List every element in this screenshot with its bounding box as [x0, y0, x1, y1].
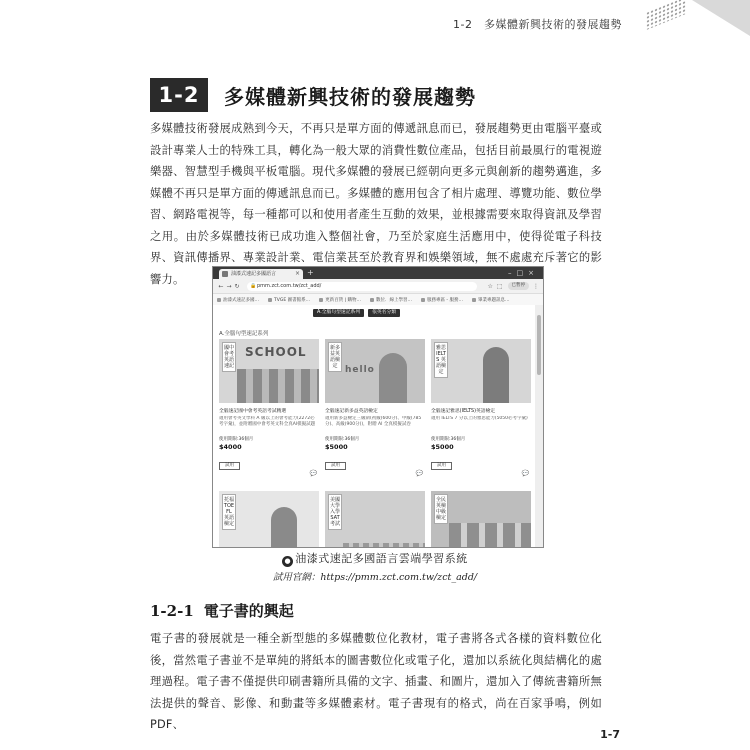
trial-url-line: 試用官網：https://pmm.zct.com.tw/zct_add/ [272, 572, 478, 583]
chat-icon[interactable]: 💬 [309, 470, 317, 477]
banner-text: hello [345, 365, 375, 375]
web-page-content [213, 305, 535, 547]
vertical-label: 雅思 IELTS 英語檢定 [434, 342, 448, 378]
page-corner-tab [692, 0, 750, 36]
series-filter-dropdown[interactable]: A.全腦句型速記系列 [313, 309, 364, 317]
headset-person-illustration [379, 353, 407, 403]
bookmark-item[interactable]: TVGE 圖書館系… [268, 297, 310, 303]
new-tab-icon[interactable]: + [307, 268, 314, 277]
product-image [325, 491, 425, 548]
product-description: 適用新多益檢定三級制(初級(600分)、中級(785分)、高級(900分))，附贈 AI 全真模擬試卷 [325, 416, 422, 427]
scrollbar-thumb[interactable] [537, 315, 541, 375]
product-description: 適用 IELTS 7 分以上的雅思能力(5050必考字彙) [431, 416, 528, 421]
extensions-icon[interactable]: ⬚ [496, 282, 503, 290]
product-card[interactable] [431, 491, 531, 548]
favicon-icon [222, 271, 228, 277]
vertical-label: 全民英檢中級檢定 [434, 494, 448, 524]
ebook-paragraph: 電子書的發展就是一種全新型態的多媒體數位化教材，電子書將各式各樣的資料數位化後，當然電子書並不是單純的將紙本的圖書數位化或電子化，還加以系統化與結構化的處理過程。電子書不僅提供印刷書籍所具備的文字、插畫、和圖片，還加入了傳統書籍所無法提供的聲音、影像、和動畫等多媒體素材。電子書現有的格式，尚在百家爭鳴，例如 PDF、 [150, 632, 602, 731]
product-card[interactable] [219, 339, 319, 479]
menu-dots-icon[interactable]: ⋮ [533, 282, 539, 290]
lock-icon: 🔒 [250, 282, 257, 289]
window-controls[interactable]: –□× [508, 269, 539, 277]
product-image [325, 339, 425, 403]
try-button[interactable]: 試用 [325, 462, 346, 470]
product-card[interactable] [431, 339, 531, 479]
product-price: $4000 [219, 443, 242, 451]
product-description: 適用會考英文學科 A 級以上的會考能力(2272必考字彙)，並附贈國中會考英文科全真AI模擬試題 [219, 416, 316, 427]
section-heading [150, 78, 476, 112]
bookmark-item[interactable]: 油漆式速記多國… [217, 297, 259, 303]
url-text: pmm.zct.com.tw/zct_add/ [257, 282, 322, 289]
filter-bar [313, 309, 404, 317]
bookmark-item[interactable]: 服務專區 - 服務… [421, 297, 463, 303]
browser-tab-bar [213, 267, 543, 279]
section-number-badge: 1-2 [150, 78, 208, 112]
chat-icon[interactable]: 💬 [415, 470, 423, 477]
browser-screenshot-figure [212, 266, 544, 548]
usage-term: 使用期限:36個月 [431, 437, 466, 442]
vertical-label: 托福 TOEFL 英語檢定 [222, 494, 236, 530]
campus-illustration [343, 543, 425, 548]
product-image [431, 339, 531, 403]
product-name[interactable]: 全腦速記國中會考英語考試精選 [219, 409, 287, 414]
bookmark-item[interactable]: 數位．線上學習… [370, 297, 412, 303]
browser-tab[interactable] [219, 269, 303, 279]
toolbar-right [483, 282, 539, 290]
page-number: 1-7 [600, 728, 620, 741]
section-title: 多媒體新興技術的發展趨勢 [224, 84, 476, 109]
product-image [431, 491, 531, 548]
try-button[interactable]: 試用 [431, 462, 452, 470]
bookmark-item[interactable]: 更新百貨 | 購物… [319, 297, 361, 303]
intro-paragraph: 多媒體技術發展成熟到今天，不再只是單方面的傳遞訊息而已，發展趨勢更由電腦平臺或設計專業人士的特殊工具，轉化為一般大眾的消費性數位產品，包括目前最風行的電視遊樂器、智慧型手機與平板電腦。現代多媒體的發展已經朝向更多元與創新的趨勢邁進，多媒體不再只是單方面的傳遞訊息而已。多媒體的應用包含了相片處理、導覽功能、數位學習、網路電視等，每一種都可以和使用者產生互動的效果，並根據需要來取得資訊及學習之用。由於多媒體技術已成功進入整個社會，乃至於家庭生活應用中，使得從電子科技界、資訊傳播界、專業設計業、電信業甚至於教育界和娛樂領域，無不處處充斥著它的影響力。 [150, 122, 602, 286]
back-arrow-icon[interactable]: ← [218, 282, 224, 290]
vertical-label: 新多益英語檢定 [328, 342, 342, 372]
usage-term: 使用期限:36個月 [219, 437, 254, 442]
corner-dot-pattern [646, 0, 686, 30]
banner-text: SCHOOL [245, 345, 307, 359]
product-price: $5000 [325, 443, 348, 451]
subsection-number: 1-2-1 [150, 602, 194, 620]
star-icon[interactable]: ☆ [487, 282, 493, 290]
product-grid [219, 339, 531, 548]
tab-label: 油漆式速記多國語言 [231, 271, 277, 277]
caption-text: 油漆式速記多國語言雲端學習系統 [295, 552, 468, 565]
category-filter-dropdown[interactable]: 依英名分類 [368, 309, 400, 317]
category-title: A.全腦句型速記系列 [219, 331, 269, 337]
url-field[interactable] [247, 282, 477, 291]
product-card[interactable] [325, 491, 425, 548]
reload-icon[interactable]: ↻ [234, 282, 240, 290]
product-name[interactable]: 全腦速記新多益英語檢定 [325, 409, 378, 414]
subsection-heading [150, 600, 294, 621]
vertical-label: 美國大學入學 SAT 考試 [328, 494, 342, 530]
figure-caption [0, 550, 750, 567]
product-image [219, 339, 319, 403]
usage-term: 使用期限:36個月 [325, 437, 360, 442]
try-button[interactable]: 試用 [219, 462, 240, 470]
product-image [219, 491, 319, 548]
address-bar-row [213, 279, 543, 294]
product-price: $5000 [431, 443, 454, 451]
chat-icon[interactable]: 💬 [521, 470, 529, 477]
page-scrollbar[interactable] [535, 305, 543, 547]
running-header: 1-2 多媒體新興技術的發展趨勢 [453, 18, 622, 31]
bookmark-item[interactable]: 畢業專題訊息… [472, 297, 510, 303]
profile-button[interactable]: 已暫停 [508, 282, 530, 290]
crowd-illustration [237, 369, 319, 403]
group-illustration [449, 523, 531, 548]
subsection-title: 電子書的興起 [203, 602, 294, 620]
flag-holder-illustration [271, 507, 297, 548]
student-illustration [483, 347, 509, 403]
caption-bullet-icon: ● [282, 556, 293, 567]
forward-arrow-icon[interactable]: → [226, 282, 232, 290]
product-name[interactable]: 全腦速記雅思(IELTS)英語檢定 [431, 409, 496, 414]
tab-close-icon[interactable]: × [294, 270, 300, 277]
product-card[interactable] [219, 491, 319, 548]
vertical-label: 國中會考英語速記 [222, 342, 236, 372]
product-card[interactable] [325, 339, 425, 479]
